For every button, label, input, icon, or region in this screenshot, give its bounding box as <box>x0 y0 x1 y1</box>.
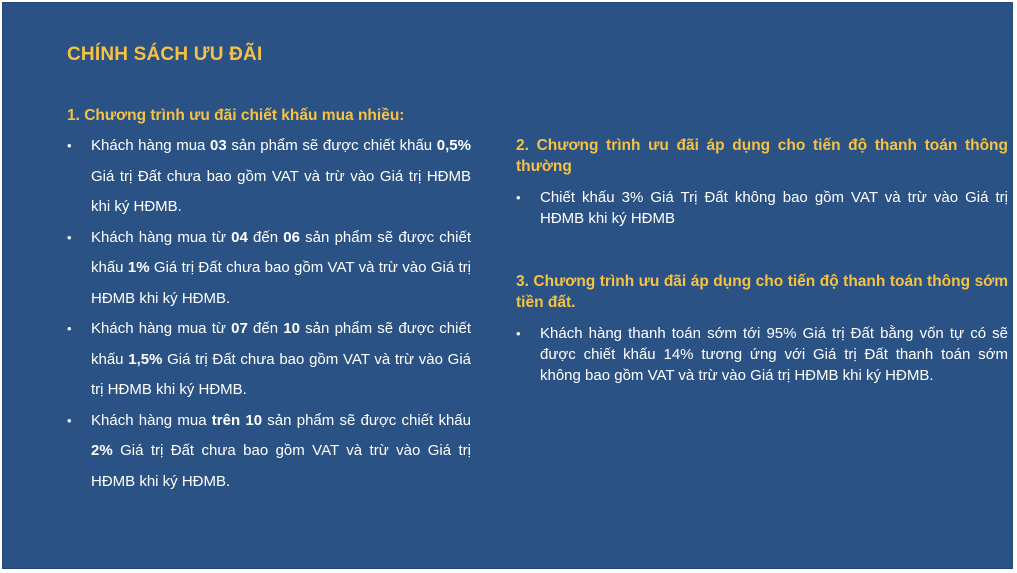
section-3-heading: 3. Chương trình ưu đãi áp dụng cho tiến độ thanh toán thông sớm tiền đất. <box>516 273 1008 311</box>
list-item <box>516 323 1008 386</box>
bullet-text: Giá trị Đất chưa bao gồm VAT và trừ vào Giá trị HĐMB khi ký HĐMB. <box>91 442 471 490</box>
bullet-icon: • <box>516 326 521 341</box>
quantity-from: 07 <box>231 320 248 337</box>
section-early-payment <box>516 271 1008 386</box>
section-1-list <box>67 131 471 497</box>
quantity-to: 10 <box>283 320 300 337</box>
discount-percent: 1% <box>127 259 150 276</box>
quantity-to: 06 <box>283 228 300 246</box>
bullet-icon: • <box>67 138 72 153</box>
list-item <box>67 406 471 498</box>
section-1-heading: 1. Chương trình ưu đãi chiết khấu mua nhiều: <box>67 107 405 124</box>
bullet-icon: • <box>67 412 72 428</box>
bullet-text: Giá trị Đất chưa bao gồm VAT và trừ vào Giá trị HĐMB khi ký HĐMB. <box>91 350 471 398</box>
discount-percent: 1,5% <box>128 350 163 368</box>
section-2-list <box>516 187 1008 229</box>
bullet-text: Giá trị Đất chưa bao gồm VAT và trừ vào Giá trị HĐMB khi ký HĐMB. <box>91 167 471 215</box>
quantity: 03 <box>210 137 227 154</box>
bullet-text: Giá trị Đất chưa bao gồm VAT và trừ vào Giá trị HĐMB khi ký HĐMB. <box>91 259 471 307</box>
bullet-text: sản phẩm sẽ được chiết khấu <box>91 228 471 276</box>
quantity: trên 10 <box>211 411 263 429</box>
bullet-text: Khách hàng mua từ <box>91 228 232 246</box>
discount-percent: 0,5% <box>436 137 471 154</box>
bullet-text: đến <box>247 228 284 246</box>
bullet-text: Khách hàng mua <box>91 137 211 154</box>
bullet-text: Khách hàng mua từ <box>91 320 232 337</box>
bullet-text: Khách hàng thanh toán sớm tới 95% Giá trị Đất bằng vốn tự có sẽ được chiết khấu 14% tương ứng với Giá trị Đất thanh toán sớm không bao gồm VAT và trừ vào Giá trị HĐMB khi ký HĐMB. <box>540 325 1008 384</box>
bullet-icon: • <box>67 229 72 245</box>
discount-percent: 2% <box>91 442 113 459</box>
bullet-text: Khách hàng mua <box>91 411 212 429</box>
quantity-from: 04 <box>231 228 248 246</box>
section-3-list <box>516 323 1008 386</box>
list-item <box>67 223 471 315</box>
section-bulk-discount <box>67 105 471 497</box>
section-standard-payment <box>516 135 1008 229</box>
slide-title: CHÍNH SÁCH ƯU ĐÃI <box>67 44 263 65</box>
list-item <box>516 187 1008 229</box>
list-item <box>67 131 471 223</box>
bullet-text: Chiết khấu 3% Giá Trị Đất không bao gồm VAT và trừ vào Giá trị HĐMB khi ký HĐMB <box>540 189 1008 227</box>
bullet-text: sản phẩm sẽ được chiết khấu <box>262 411 471 429</box>
slide <box>2 2 1013 569</box>
bullet-text: đến <box>247 320 284 337</box>
bullet-text: sản phẩm sẽ được chiết khấu <box>226 137 437 154</box>
list-item <box>67 314 471 406</box>
section-2-heading: 2. Chương trình ưu đãi áp dụng cho tiến độ thanh toán thông thường <box>516 137 1008 175</box>
bullet-text: sản phẩm sẽ được chiết khấu <box>91 320 471 368</box>
bullet-icon: • <box>516 190 521 205</box>
bullet-icon: • <box>67 321 72 336</box>
